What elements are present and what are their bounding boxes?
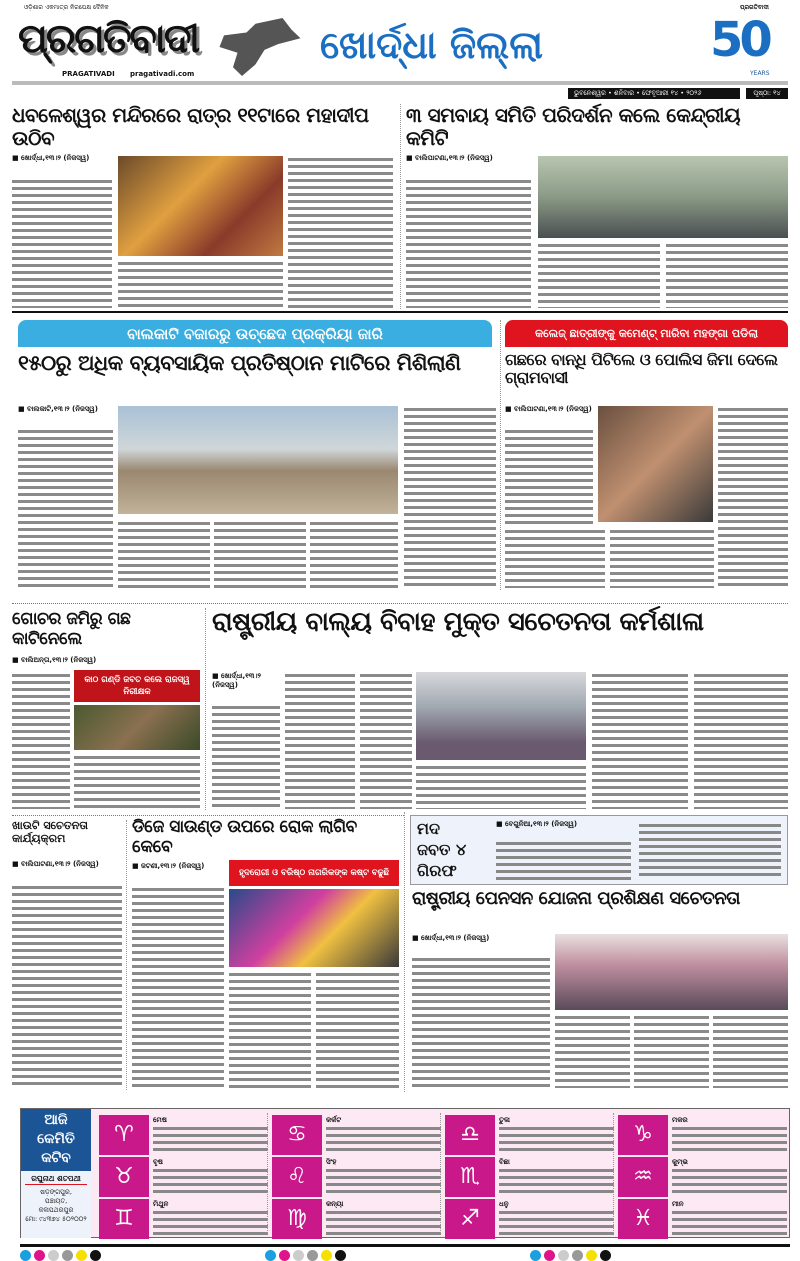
sign-name: ସିଂହ: [326, 1158, 337, 1166]
horoscope-text: [499, 1167, 614, 1195]
horoscope-text: [499, 1125, 614, 1153]
registration-dot: [20, 1250, 31, 1261]
registration-dot: [76, 1250, 87, 1261]
sign-name: ମିଥୁନ: [153, 1200, 169, 1208]
astrologer-phone: ମୋ: ୯୪୩୭୪ ୫୦୨୦୦୨: [25, 1215, 87, 1223]
headline-dj-sound: ଡିଜେ ସାଉଣ୍ଡ ଉପରେ ରୋକ ଲାଗିବ କେବେ: [132, 817, 357, 857]
byline: ■ ଖୋର୍ଦ୍ଧା,୧୩।୨ (ନିଜସ୍ୱ): [212, 672, 261, 689]
horoscope-text: [153, 1125, 268, 1153]
byline: ■ ଖୋର୍ଦ୍ଧା,୧୩।୨ (ନିଜସ୍ୱ): [12, 154, 90, 162]
sign-name: ମେଷ: [153, 1116, 167, 1124]
zodiac-11-icon: ♒: [618, 1157, 668, 1197]
registration-dot: [48, 1250, 59, 1261]
horoscope-text: [326, 1167, 441, 1195]
horoscope-text: [326, 1125, 441, 1153]
byline: ■ ବାଲିପାଟଣା,୧୩।୨ (ନିଜସ୍ୱ): [12, 860, 99, 868]
horoscope-title: [21, 1109, 91, 1171]
story-body: [118, 520, 210, 588]
story-body: [412, 956, 550, 1088]
story-body: [416, 764, 586, 809]
horoscope-entry: [153, 1157, 268, 1197]
astrologer-address: ପଞ୍ଚାୟତ,: [44, 1197, 68, 1205]
story-body: [505, 528, 605, 588]
section-title: ଖୋର୍ଦ୍ଧା ଜିଲ୍ଲା: [320, 23, 543, 67]
section-rule: [12, 311, 788, 313]
headline-line: ଗିରଫ: [417, 861, 457, 880]
story-body: [555, 1014, 630, 1088]
column-divider: [500, 320, 501, 590]
registration-dot: [34, 1250, 45, 1261]
zodiac-12-icon: ♓: [618, 1199, 668, 1239]
astrologer-address: କଳାପଥରପୁର: [38, 1206, 74, 1214]
horoscope-entry: [672, 1157, 787, 1197]
sign-name: ମୀନ: [672, 1200, 684, 1208]
horoscope-entry: [326, 1199, 441, 1239]
sign-name: ଧନୁ: [499, 1200, 509, 1208]
committee-photo: [538, 156, 788, 238]
temple-photo: [118, 156, 283, 256]
column-divider: [613, 1113, 614, 1233]
horoscope-entry: [672, 1115, 787, 1155]
registration-dot: [572, 1250, 583, 1261]
horoscope-entry: [499, 1157, 614, 1197]
horoscope-text: [153, 1209, 268, 1237]
sign-name: ବିଛା: [499, 1158, 510, 1166]
sign-name: କର୍କଟ: [326, 1116, 342, 1124]
zodiac-6-icon: ♍: [272, 1199, 322, 1239]
zodiac-2-icon: ♉: [99, 1157, 149, 1197]
anniversary-logo: [710, 4, 790, 80]
horoscope-entry: [326, 1115, 441, 1155]
story-body: [639, 822, 781, 880]
odisha-map-icon: [215, 18, 305, 76]
story-body: [713, 1014, 788, 1088]
headline-liquor: [417, 818, 491, 881]
astrologer-address: ଷଡ଼ଙ୍ଗପୁର,: [40, 1188, 72, 1196]
masthead-tagline: ଓଡ଼ିଶାର ଏକମାତ୍ର ନିରପେକ୍ଷ ଦୈନିକ: [24, 4, 109, 11]
zodiac-4-icon: ♋: [272, 1115, 322, 1155]
headline-child-marriage: ରାଷ୍ଟ୍ରୀୟ ବାଲ୍ୟ ବିବାହ ମୁକ୍ତ ସଚେତନତା କର୍ମଶାଳା: [212, 607, 704, 637]
page-number: ପୃଷ୍ଠା: ୧୪: [746, 88, 788, 99]
headline-dhabaleswar: ଧବଳେଶ୍ୱର ମନ୍ଦିରରେ ରାତ୍ର ୧୧ଟାରେ ମହାଦୀପ ଉଠିବ: [12, 103, 369, 150]
anniversary-number: 50: [710, 12, 769, 68]
registration-dot: [544, 1250, 555, 1261]
story-body: [229, 971, 311, 1088]
horoscope-text: [672, 1167, 787, 1195]
story-body: [118, 260, 283, 308]
registration-dot: [62, 1250, 73, 1261]
byline: ■ ବେଗୁନିଆ,୧୩।୨ (ନିଜସ୍ୱ): [496, 820, 578, 828]
zodiac-9-icon: ♐: [445, 1199, 495, 1239]
section-divider: [12, 815, 404, 816]
column-divider: [205, 608, 206, 810]
story-body: [610, 528, 714, 588]
tag-heart-patients: ହୃଦରୋଗୀ ଓ ବରିଷ୍ଠ ନାଗରିକଙ୍କ କଷ୍ଟ ବଢୁଛି: [229, 860, 399, 886]
sign-name: କନ୍ୟା: [326, 1200, 344, 1208]
title-line: କେମିତି: [37, 1131, 75, 1147]
column-divider: [400, 104, 401, 309]
timber-photo: [74, 705, 200, 750]
story-body: [592, 672, 688, 809]
story-body: [496, 840, 631, 880]
registration-dot: [265, 1250, 276, 1261]
headline-gochara: ଗୋଚର ଜମିରୁ ଗଛ କାଟିନେଲେ: [12, 609, 131, 649]
astrologer-panel: [21, 1171, 91, 1238]
story-body: [718, 406, 788, 588]
story-body: [404, 406, 496, 588]
kicker-college: କଲେଜ୍ ଛାତ୍ରୀଙ୍କୁ କମେଣ୍ଟ୍ ମାରିବା ମହଙ୍ଗା ପଡିଲା: [505, 320, 788, 347]
kicker-balakati: ବାଲକାଟି ବଜାରରୁ ଉଚ୍ଛେଦ ପ୍ରକ୍ରିୟା ଜାରି: [18, 320, 492, 347]
dj-photo: [229, 889, 399, 967]
registration-dot: [293, 1250, 304, 1261]
headline-consumer-awareness: ଖାଉଟି ସଚେତନତା କାର୍ଯ୍ୟକ୍ରମ: [12, 819, 89, 845]
story-body: [538, 242, 660, 308]
story-body: [406, 178, 531, 308]
zodiac-8-icon: ♏: [445, 1157, 495, 1197]
story-body: [505, 428, 593, 524]
story-body: [316, 971, 399, 1088]
horoscope-box: [20, 1108, 790, 1238]
registration-dot: [335, 1250, 346, 1261]
dateline: ଭୁବନେଶ୍ୱର • ଶନିବାର • ଫେବୃଆରୀ ୧୪ • ୨୦୨୬: [568, 88, 740, 99]
column-divider: [440, 1113, 441, 1233]
story-body: [12, 178, 112, 308]
registration-dot: [321, 1250, 332, 1261]
story-body: [310, 520, 398, 588]
zodiac-7-icon: ♎: [445, 1115, 495, 1155]
horoscope-entry: [499, 1199, 614, 1239]
byline: ■ ଜଟଣୀ,୧୩।୨ (ନିଜସ୍ୱ): [132, 862, 205, 870]
liquor-seized-box: [410, 815, 788, 885]
title-line: ଆଜି: [44, 1112, 68, 1128]
registration-dot: [586, 1250, 597, 1261]
column-divider: [267, 1113, 268, 1233]
byline: ■ ବାଲିପାଟଣା,୧୩।୨ (ନିଜସ୍ୱ): [406, 154, 493, 162]
headline-cooperative: ୩ ସମବାୟ ସମିତି ପରିଦର୍ଶନ କଲେ କେନ୍ଦ୍ରୀୟ କମିଟି: [406, 103, 741, 150]
villagers-photo: [598, 406, 713, 522]
sign-name: କୁମ୍ଭ: [672, 1158, 688, 1166]
registration-dot: [90, 1250, 101, 1261]
footer-rule: [20, 1244, 790, 1247]
story-body: [285, 672, 355, 809]
anniversary-brand: ପ୍ରଗତିବାଦୀ: [740, 4, 769, 11]
registration-dot: [279, 1250, 290, 1261]
byline: ■ ବାଲିପାଟଣା,୧୩।୨ (ନିଜସ୍ୱ): [505, 405, 592, 413]
byline: ■ ବାଲିଅନ୍ତା,୧୩।୨ (ନିଜସ୍ୱ): [12, 656, 97, 664]
horoscope-entry: [326, 1157, 441, 1197]
story-body: [132, 886, 224, 1088]
story-body: [666, 242, 788, 308]
column-divider: [404, 812, 405, 1092]
story-body: [18, 428, 113, 588]
horoscope-entry: [499, 1115, 614, 1155]
demolition-photo: [118, 406, 398, 514]
registration-dot: [307, 1250, 318, 1261]
story-body: [74, 754, 200, 809]
horoscope-text: [499, 1209, 614, 1237]
horoscope-text: [672, 1125, 787, 1153]
sign-name: ମକର: [672, 1116, 688, 1124]
horoscope-entry: [153, 1115, 268, 1155]
story-body: [12, 672, 70, 809]
astrologer-name: ରଘୁନାଥ ଶତପଥୀ: [25, 1174, 87, 1185]
horoscope-text: [153, 1167, 268, 1195]
zodiac-10-icon: ♑: [618, 1115, 668, 1155]
workshop-photo: [416, 672, 586, 760]
story-body: [288, 156, 393, 308]
zodiac-3-icon: ♊: [99, 1199, 149, 1239]
horoscope-text: [326, 1209, 441, 1237]
pension-training-photo: [555, 934, 788, 1010]
registration-dot: [600, 1250, 611, 1261]
sign-name: ତୁଳା: [499, 1116, 510, 1124]
story-body: [360, 672, 412, 809]
title-line: କଟିବ: [41, 1150, 71, 1166]
column-divider: [126, 820, 127, 1090]
tag-timber-seized: କାଠ ଗଣ୍ଡି ଜବତ କଲେ ରାଜସ୍ୱ ନିରୀକ୍ଷକ: [74, 670, 200, 702]
registration-dot: [558, 1250, 569, 1261]
section-divider: [12, 603, 788, 604]
horoscope-entry: [153, 1199, 268, 1239]
zodiac-5-icon: ♌: [272, 1157, 322, 1197]
horoscope-entry: [672, 1199, 787, 1239]
byline: ■ ଖୋର୍ଦ୍ଧା,୧୩।୨ (ନିଜସ୍ୱ): [412, 934, 490, 942]
masthead-rule: [12, 81, 788, 85]
story-body: [212, 704, 280, 809]
registration-dot: [530, 1250, 541, 1261]
headline-line: ମଦ: [417, 819, 440, 838]
story-body: [12, 884, 122, 1088]
logo-latin: PRAGATIVADI: [62, 70, 115, 78]
horoscope-text: [672, 1209, 787, 1237]
headline-tree-tied: ଗଛରେ ବାନ୍ଧି ପିଟିଲେ ଓ ପୋଲିସ ଜିମା ଦେଲେ ଗ୍ରାମବାସୀ: [505, 350, 778, 388]
sign-name: ବୃଷ: [153, 1158, 163, 1166]
website: pragativadi.com: [130, 70, 195, 78]
headline-line: ଜବତ ୪: [417, 840, 467, 859]
byline: ■ ବାଲକାଟି,୧୩।୨ (ନିଜସ୍ୱ): [18, 405, 98, 413]
anniversary-label: YEARS: [750, 70, 770, 77]
story-body: [694, 672, 788, 809]
logo: ପ୍ରଗତିବାଦୀ: [18, 16, 199, 62]
story-body: [214, 520, 306, 588]
zodiac-1-icon: ♈: [99, 1115, 149, 1155]
headline-balakati: ୧୫୦ରୁ ଅଧିକ ବ୍ୟବସାୟିକ ପ୍ରତିଷ୍ଠାନ ମାଟିରେ ମିଶିଲାଣି: [18, 351, 461, 375]
headline-pension: ରାଷ୍ଟ୍ରୀୟ ପେନସନ ଯୋଜନା ପ୍ରଶିକ୍ଷଣ ସଚେତନତା: [412, 888, 740, 909]
story-body: [634, 1014, 709, 1088]
